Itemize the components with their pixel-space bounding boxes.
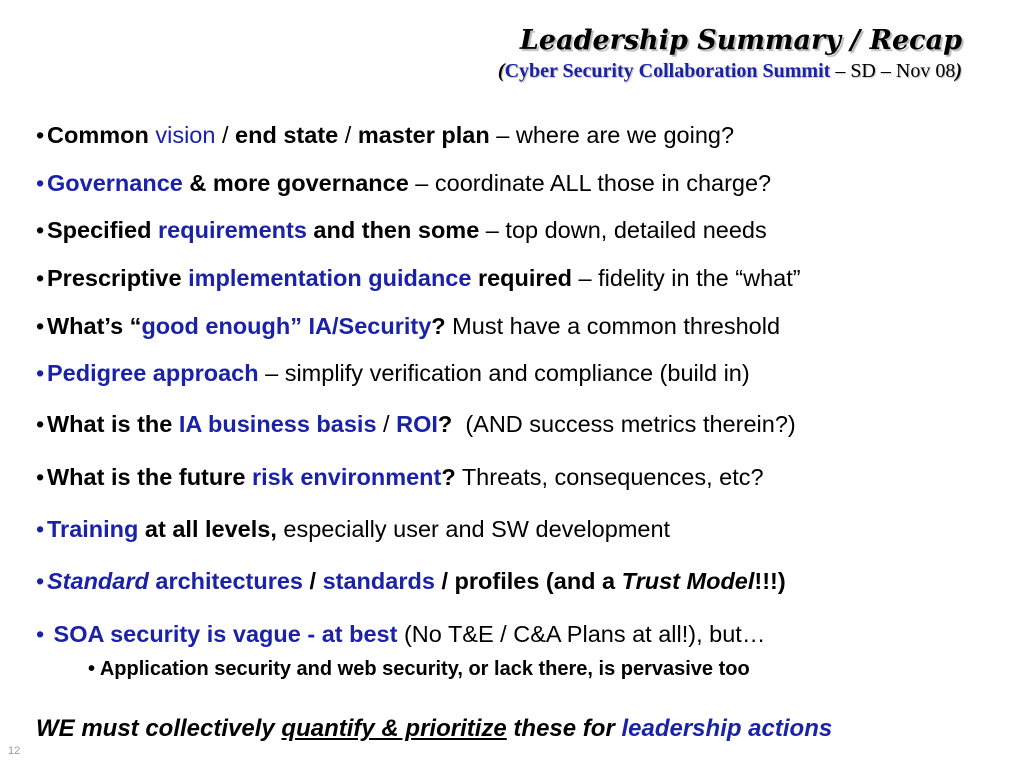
bullet-highlight: implementation guidance	[188, 265, 472, 291]
bullet-text: Specified	[47, 217, 159, 243]
bullet-text: What is the	[47, 411, 179, 437]
bullet-text: Threats, consequences, etc?	[455, 464, 764, 490]
sub-bullet-marker: •	[88, 658, 96, 680]
bullet-item-risk	[36, 462, 764, 492]
subtitle-location-date: – SD – Nov 08	[830, 60, 956, 82]
bullet-text: !!!)	[754, 568, 786, 594]
bullet-highlight: Pedigree approach	[47, 360, 259, 386]
bullet-text: – coordinate ALL those in charge?	[408, 170, 772, 196]
bullet-text: profiles (and a	[454, 568, 622, 594]
bullet-text: What is the future	[47, 464, 252, 490]
bullet-item-good-enough	[36, 311, 780, 341]
footer-text: WE must collectively	[36, 715, 282, 742]
footer-text: these for	[506, 715, 622, 742]
subtitle-summit-name: Cyber Security Collaboration Summit	[504, 60, 831, 82]
bullet-text: What’s “	[47, 313, 142, 339]
bullet-marker: •	[36, 568, 45, 594]
bullet-marker: •	[36, 313, 45, 339]
bullet-text: Must have a common threshold	[445, 313, 781, 339]
bullet-highlight: risk environment	[251, 464, 442, 490]
bullet-marker: •	[36, 516, 45, 542]
bullet-item-standards	[36, 566, 786, 596]
bullet-text: Trust Model	[621, 568, 755, 594]
bullet-item-governance	[36, 168, 771, 198]
bullet-highlight: Training	[47, 516, 139, 542]
bullet-marker: •	[36, 122, 45, 148]
footer-statement	[36, 712, 832, 746]
bullet-highlight: Governance	[47, 170, 183, 196]
bullet-text: Common	[47, 122, 156, 148]
subtitle-open-paren: (	[497, 60, 505, 82]
bullet-text: /	[303, 568, 323, 594]
bullet-item-business-basis	[36, 409, 796, 439]
bullet-text: ?	[441, 464, 456, 490]
page-number: 12	[8, 745, 21, 757]
footer-underlined: quantify & prioritize	[281, 715, 507, 742]
bullet-text: – fidelity in the “what”	[572, 265, 801, 291]
bullet-highlight: SOA security is vague - at best	[47, 621, 398, 647]
bullet-highlight: architectures	[148, 568, 303, 594]
footer-highlight: leadership actions	[621, 715, 833, 742]
bullet-highlight: requirements	[158, 217, 307, 243]
bullet-marker: •	[36, 621, 45, 647]
bullet-marker: •	[36, 170, 45, 196]
title-block	[498, 24, 962, 84]
bullet-marker: •	[36, 411, 45, 437]
slide-subtitle	[498, 58, 962, 84]
bullet-text: (AND success metrics therein?)	[452, 411, 796, 437]
bullet-marker: •	[36, 217, 45, 243]
bullet-highlight: IA business basis	[178, 411, 377, 437]
bullet-highlight: ROI	[396, 411, 438, 437]
bullet-highlight: Standard	[47, 568, 149, 594]
bullet-text: (No T&E / C&A Plans at all!), but…	[397, 621, 766, 647]
bullet-text: end state	[235, 122, 339, 148]
bullet-item-vision	[36, 120, 734, 150]
bullet-text: /	[376, 411, 397, 437]
bullet-marker: •	[36, 265, 45, 291]
slide-title: Leadership Summary / Recap	[519, 25, 962, 56]
bullet-item-pedigree	[36, 358, 750, 388]
bullet-text: especially user and SW development	[276, 516, 671, 542]
bullet-text: master plan	[357, 122, 490, 148]
bullet-marker: •	[36, 360, 45, 386]
bullet-text: ?	[431, 313, 446, 339]
bullet-text: and then some	[306, 217, 480, 243]
bullet-item-requirements	[36, 215, 767, 245]
bullet-highlight: good enough” IA/Security	[141, 313, 432, 339]
bullet-highlight: vision	[155, 122, 216, 148]
subtitle-close-paren: )	[955, 60, 962, 82]
bullet-highlight: standards	[322, 568, 435, 594]
sub-bullet-text: Application security and web security, or lack there, is pervasive too	[99, 658, 750, 680]
bullet-item-training	[36, 514, 670, 544]
bullet-text: /	[338, 122, 358, 148]
bullet-text: – where are we going?	[489, 122, 735, 148]
bullet-text: ?	[437, 411, 453, 437]
bullet-text: & more governance	[182, 170, 409, 196]
bullet-text: – simplify verification and compliance (build in)	[258, 360, 750, 386]
bullet-item-soa	[36, 619, 765, 649]
bullet-text: Prescriptive	[47, 265, 189, 291]
bullet-item-implementation	[36, 263, 801, 293]
bullet-text: required	[471, 265, 572, 291]
bullet-text: at all levels,	[138, 516, 277, 542]
bullet-text: – top down, detailed needs	[479, 217, 767, 243]
bullet-text: /	[434, 568, 455, 594]
sub-bullet-item	[88, 655, 750, 683]
bullet-marker: •	[36, 464, 45, 490]
bullet-text: /	[215, 122, 236, 148]
